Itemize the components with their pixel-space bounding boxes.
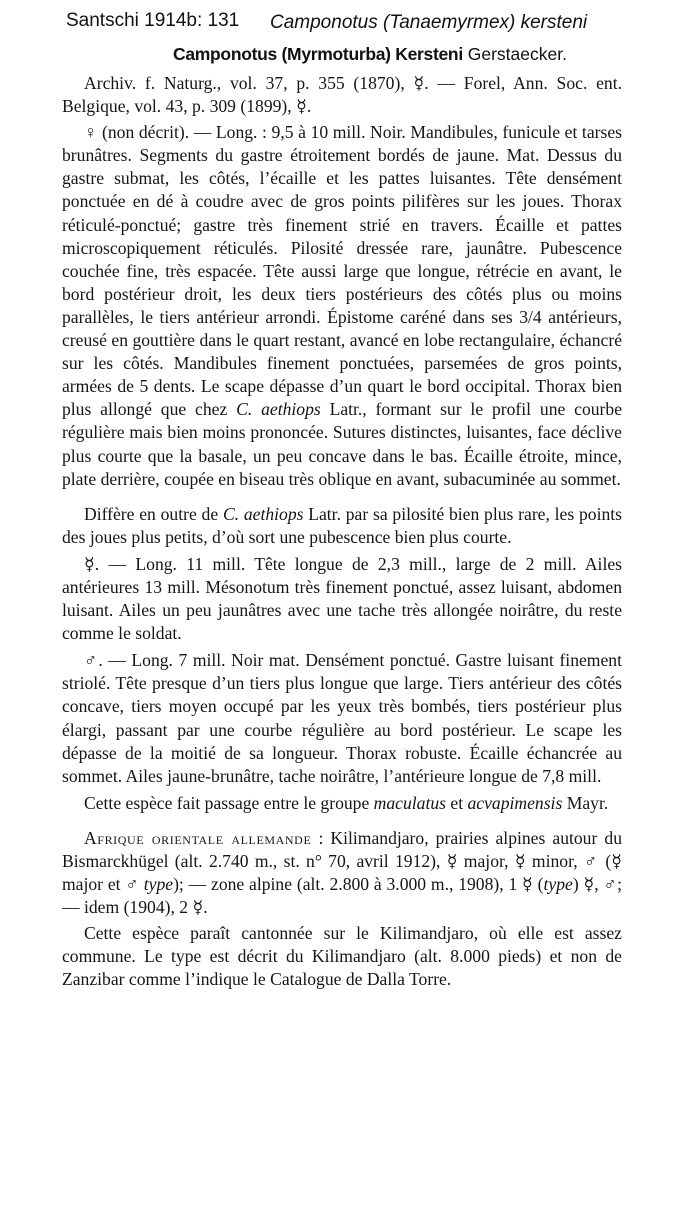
locality-text-a: : Kilimandjaro, prairies alpines autour du Bismarckhügel (alt. 2.740 m., st. n° 70, avril 1912), ☿ major, ☿ minor, ♂ (☿ major et ♂ bbox=[62, 827, 622, 895]
group-name-italic: maculatus bbox=[373, 792, 446, 813]
citation-reference: Santschi 1914b: 131 bbox=[66, 10, 240, 31]
species-reference-italic: C. aethiops bbox=[236, 399, 321, 420]
affinity-text-c: Mayr. bbox=[562, 792, 609, 813]
taxon-name-header: Camponotus (Tanaemyrmex) kersteni bbox=[270, 12, 588, 33]
species-reference-italic: C. aethiops bbox=[222, 503, 304, 524]
differences-paragraph bbox=[62, 503, 622, 549]
region-name: Afrique orientale allemande bbox=[84, 827, 312, 848]
bibliography-paragraph bbox=[62, 72, 622, 118]
soldier-description-text: ♀ (non décrit). — Long. : 9,5 à 10 mill. Noir. Mandibules, funicule et tarses brunâtres. Segments du gastre étroitement bordés de jaune. Mat. Dessus du gastre submat, les côtés, l’écaille et les pattes luisantes. Tête densément ponctuée en dé à coudre avec de gros points pilifères sur les joues. Thorax réticulé-ponctué; gastre très finement strié en travers. Écaille et pattes microscopiquement réticulés. Pilosité dressée rare, jaunâtre. Pubescence couchée fine, très espacée. Tête aussi large que longue, rétrécie en avant, le bord postérieur droit, les deux tiers postérieurs des côtés plus ou moins parallèles, le tiers antérieur arrondi. Épistome caréné dans ses 3/4 antérieurs, creusé en gouttière dans le quart restant, avancé en lobe rectangulaire, échancré sur les côtés. Mandibules finement ponctuées, parsemées de gros points, armées de 5 dents. Le scape dépasse d’un quart le bord occipital. Thorax bien plus allongé que chez bbox=[62, 122, 622, 420]
female-description-paragraph bbox=[62, 553, 622, 645]
type-italic: type bbox=[543, 874, 573, 895]
locality-paragraph bbox=[62, 827, 622, 919]
affinity-text-a: Cette espèce fait passage entre le groupe bbox=[84, 792, 374, 813]
differences-text-b: Latr. par sa pilosité bien plus rare, les points des joues plus petits, d’où sort une pubescence bien plus courte. bbox=[62, 503, 622, 547]
differences-text-a: Diffère en outre de bbox=[84, 503, 223, 524]
species-heading bbox=[80, 44, 660, 65]
locality-text-b: ); — zone alpine (alt. 2.800 à 3.000 m., 1908), 1 ☿ ( bbox=[173, 874, 544, 895]
group-name-italic: acvapimensis bbox=[467, 792, 563, 813]
page-header bbox=[66, 8, 666, 38]
soldier-description-paragraph bbox=[62, 121, 622, 491]
affinity-paragraph bbox=[62, 792, 622, 815]
affinity-text-b: et bbox=[446, 792, 468, 813]
species-heading-name: Camponotus (Myrmoturba) Kersteni bbox=[173, 44, 463, 64]
distribution-text: Cette espèce paraît cantonnée sur le Kilimandjaro, où elle est assez commune. Le type est décrit du Kilimandjaro (alt. 8.000 pieds) et non de Zanzibar comme l’indique le Catalogue de Dalla Torre. bbox=[62, 923, 622, 990]
type-italic: type bbox=[143, 874, 174, 895]
male-description-text: ♂. — Long. 7 mill. Noir mat. Densément ponctué. Gastre luisant finement striolé. Tête presque d’un tiers plus longue que large. Tiers antérieur des côtés concave, tiers moyen occupé par les yeux très bombés, tiers postérieur plus élargi, passant par une courbe régulière au bord postérieur. Le scape les dépasse de la moitié de sa longueur. Thorax robuste. Écaille échancrée au sommet. Ailes jaune-brunâtre, tache noirâtre, l’antérieure longue de 7,8 mill. bbox=[62, 650, 622, 786]
description-body bbox=[62, 72, 622, 992]
bibliography-text: Archiv. f. Naturg., vol. 37, p. 355 (1870), ☿. — Forel, Ann. Soc. ent. Belgique, vol. 43, p. 309 (1899), ☿. bbox=[62, 73, 622, 117]
male-description-paragraph bbox=[62, 649, 622, 788]
distribution-paragraph bbox=[62, 922, 622, 991]
female-description-text: ☿. — Long. 11 mill. Tête longue de 2,3 mill., large de 2 mill. Ailes antérieures 13 mill. Mésonotum très finement ponctué, assez luisant, abdomen luisant. Ailes un peu jaunâtres avec une tache très allongée noirâtre, du reste comme le soldat. bbox=[62, 553, 622, 644]
locality-text-c: ) ☿, ♂; — idem (1904), 2 ☿. bbox=[62, 874, 622, 918]
soldier-description-text-cont: Latr., formant sur le profil une courbe régulière mais bien moins prononcée. Sutures distinctes, luisantes, face déclive plus courte que la basale, un peu concave dans le bas. Écaille étroite, mince, plate derrière, coupée en biseau très oblique en avant, subacuminée au sommet. bbox=[62, 399, 623, 489]
species-heading-author: Gerstaecker. bbox=[462, 44, 567, 64]
